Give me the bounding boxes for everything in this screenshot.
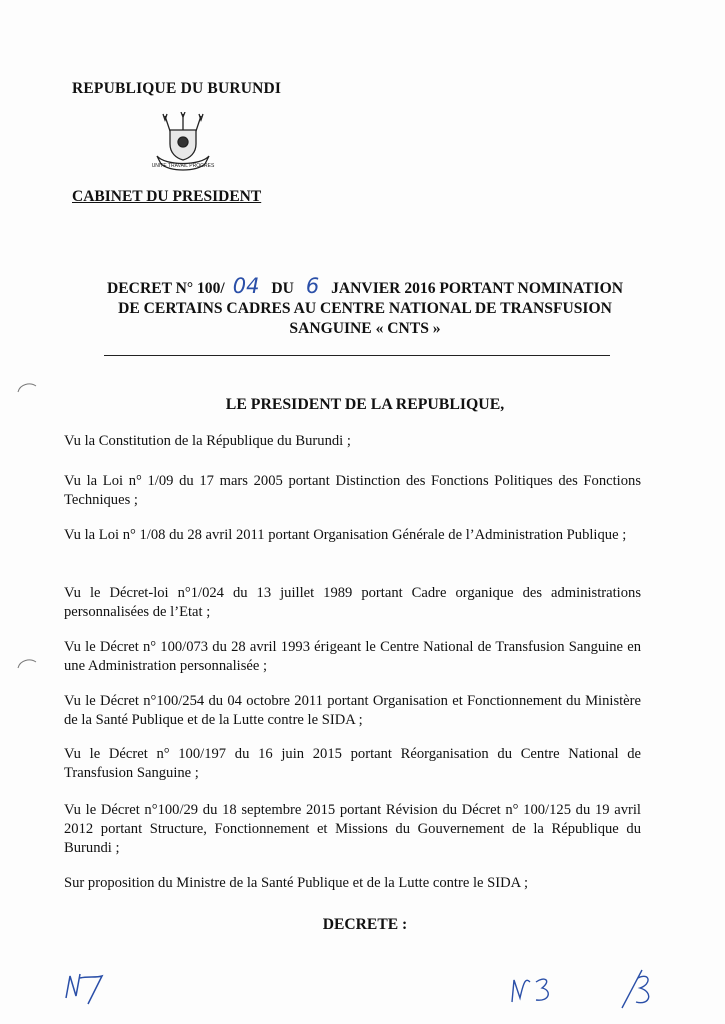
consideration-decret-100-29: Vu le Décret n°100/29 du 18 septembre 2015 portant Révision du Décret n° 100/125 du 19 avril 2012 portant Structure, Fonctionnement et Missions du Gouvernement de la République du Burundi ; <box>64 802 641 856</box>
consideration-decret-100-197: Vu le Décret n° 100/197 du 16 juin 2015 portant Réorganisation du Centre National de Transfusion Sanguine ; <box>64 746 641 781</box>
decree-title-line2: DE CERTAINS CADRES AU CENTRE NATIONAL DE TRANSFUSION <box>118 300 612 317</box>
margin-punch-mark <box>16 380 38 394</box>
coat-of-arms-seal <box>143 112 223 184</box>
consideration-decret-100-254: Vu le Décret n°100/254 du 04 octobre 2011 portant Organisation et Fonctionnement du Ministère de la Santé Publique et de la Lutte contre le SIDA ; <box>64 693 641 728</box>
consideration-loi-1-08: Vu la Loi n° 1/08 du 28 avril 2011 portant Organisation Générale de l’Administration Publique ; <box>64 527 627 543</box>
country-heading: REPUBLIQUE DU BURUNDI <box>72 80 282 97</box>
consideration-decret-loi-1-024: Vu le Décret-loi n°1/024 du 13 juillet 1989 portant Cadre organique des administrations personnalisées de l’Etat ; <box>64 585 641 620</box>
consideration-decret-100-073: Vu le Décret n° 100/073 du 28 avril 1993 érigeant le Centre National de Transfusion Sanguine en une Administration personnalisée ; <box>64 639 641 674</box>
margin-punch-mark <box>16 656 38 670</box>
handwritten-decree-number: 04 <box>232 274 260 298</box>
decree-title <box>60 274 670 339</box>
title-divider <box>104 355 610 356</box>
president-heading: LE PRESIDENT DE LA REPUBLIQUE, <box>225 396 505 413</box>
handwritten-initials <box>508 968 556 1008</box>
decree-title-line1: DECRET N° 100/ 04 DU 6 JANVIER 2016 PORTANT NOMINATION <box>107 274 623 298</box>
consideration-loi-1-09: Vu la Loi n° 1/09 du 17 mars 2005 portant Distinction des Fonctions Politiques des Fonctions Techniques ; <box>64 473 641 508</box>
handwritten-decree-day: 6 <box>305 274 320 298</box>
consideration-constitution: Vu la Constitution de la République du Burundi ; <box>64 433 351 449</box>
handwritten-initials <box>62 968 108 1008</box>
handwritten-signature <box>614 966 658 1012</box>
decree-title-line3: SANGUINE « CNTS » <box>289 320 441 337</box>
seal-motto: UNITE TRAVAIL PROGRES <box>151 163 215 169</box>
decrete-heading: DECRETE : <box>322 916 408 933</box>
office-heading: CABINET DU PRESIDENT <box>72 188 262 205</box>
consideration-proposition: Sur proposition du Ministre de la Santé Publique et de la Lutte contre le SIDA ; <box>64 875 529 891</box>
